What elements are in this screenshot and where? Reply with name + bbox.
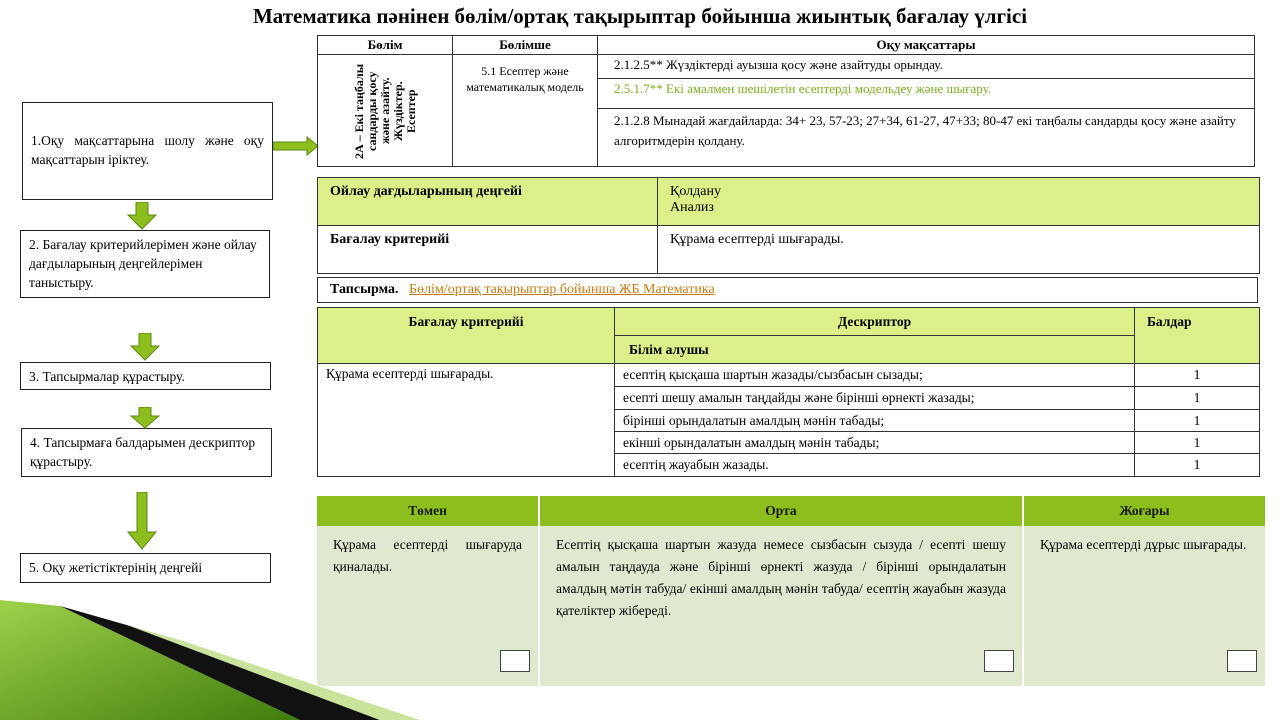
header-criteria: Бағалау критерийі — [318, 308, 615, 364]
level-low-text: Құрама есептерді шығаруда қиналады. — [333, 537, 522, 574]
level-value-analysis: Анализ — [670, 200, 714, 215]
header-subsection: Бөлімше — [453, 36, 598, 55]
step-5 — [20, 553, 271, 583]
level-high-text: Құрама есептерді дұрыс шығарады. — [1040, 537, 1247, 552]
step-5-label: 5. Оқу жетістіктерінің деңгейі — [29, 560, 203, 575]
arrow-down-icon — [130, 407, 160, 429]
descriptor-points: 1 — [1135, 410, 1260, 432]
descriptor-criteria: Құрама есептерді шығарады. — [318, 364, 615, 477]
criteria-value: Құрама есептерді шығарады. — [658, 226, 1260, 274]
level-values — [658, 178, 1260, 226]
objective-2: 2.5.1.7** Екі амалмен шешілетін есептерді модельдеу және шығару. — [598, 79, 1255, 109]
criteria-label: Бағалау критерийі — [318, 226, 658, 274]
skills-table — [317, 177, 1260, 274]
step-3-label: 3. Тапсырмалар құрастыру. — [29, 369, 185, 384]
level-mid-text: Есептің қысқаша шартын жазуда немесе сызбасын сызуда / есепті шешу амалын таңдауда және бірінші өрнекті жазуда / бірінші орындалатын амалдың мәтін табуда/ екінші амалдың мәнін табуда/ есептің жауабын жазуда қателіктер жібереді. — [556, 537, 1006, 618]
section-name: 2А – Екі таңбалы сандарды қосу және азайту. Жүздіктер. Есептер — [351, 62, 418, 159]
step-1 — [22, 102, 273, 200]
header-points: Балдар — [1135, 308, 1260, 364]
descriptor-points: 1 — [1135, 387, 1260, 410]
descriptor-points: 1 — [1135, 364, 1260, 387]
descriptor-row: есептің жауабын жазады. — [615, 454, 1135, 477]
level-mid-title: Орта — [540, 496, 1022, 526]
level-high-title: Жоғары — [1024, 496, 1265, 526]
descriptor-row: бірінші орындалатын амалдың мәнін табады; — [615, 410, 1135, 432]
level-label: Ойлау дағдыларының деңгейі — [318, 178, 658, 226]
task-label: Тапсырма. — [330, 282, 399, 297]
task-link[interactable]: Бөлім/ортақ тақырыптар бойынша ЖБ Математика — [409, 282, 715, 297]
objective-1: 2.1.2.5** Жүздіктерді ауызша қосу және азайтуды орындау. — [598, 55, 1255, 79]
step-2-label: 2. Бағалау критерийлерімен және ойлау дағдыларының деңгейлерімен таныстыру. — [29, 237, 257, 290]
level-high — [1024, 496, 1265, 686]
level-low-checkbox[interactable] — [500, 650, 530, 672]
step-2 — [20, 230, 270, 298]
step-4-label: 4. Тапсырмаға балдарымен дескриптор құрастыру. — [30, 435, 256, 469]
step-1-label: 1.Оқу мақсаттарына шолу және оқу мақсаттарын іріктеу. — [31, 133, 264, 167]
objectives-table — [317, 35, 1255, 167]
step-4 — [21, 428, 272, 477]
header-objectives: Оқу мақсаттары — [598, 36, 1255, 55]
descriptor-points: 1 — [1135, 432, 1260, 454]
achievement-levels — [317, 496, 1265, 686]
step-3 — [20, 362, 271, 390]
subsection-name: 5.1 Есептер және математикалық модель — [453, 55, 598, 167]
arrow-down-icon — [127, 202, 157, 230]
arrow-down-icon — [127, 492, 157, 550]
level-mid-checkbox[interactable] — [984, 650, 1014, 672]
task-row — [317, 277, 1258, 303]
level-high-checkbox[interactable] — [1227, 650, 1257, 672]
level-low-title: Төмен — [317, 496, 538, 526]
level-low — [317, 496, 538, 686]
header-learner: Білім алушы — [615, 336, 1135, 364]
descriptor-row: есепті шешу амалын таңдайды және бірінші өрнекті жазады; — [615, 387, 1135, 410]
level-value-apply: Қолдану — [670, 184, 721, 199]
objective-3: 2.1.2.8 Мынадай жағдайларда: 34+ 23, 57-23; 27+34, 61-27, 47+33; 80-47 екі таңбалы сандарды қосу және азайту алгоритмдерін қолдану. — [598, 109, 1255, 167]
arrow-right-icon — [273, 136, 319, 156]
descriptor-table — [317, 307, 1260, 477]
header-section: Бөлім — [318, 36, 453, 55]
page-title: Математика пәнінен бөлім/ортақ тақырыптар бойынша жиынтық бағалау үлгісі — [252, 4, 1028, 28]
descriptor-points: 1 — [1135, 454, 1260, 477]
descriptor-row: есептің қысқаша шартын жазады/сызбасын сызады; — [615, 364, 1135, 387]
level-mid — [540, 496, 1022, 686]
arrow-down-icon — [130, 333, 160, 361]
descriptor-row: екінші орындалатын амалдың мәнін табады; — [615, 432, 1135, 454]
header-descriptor: Дескриптор — [615, 308, 1135, 336]
